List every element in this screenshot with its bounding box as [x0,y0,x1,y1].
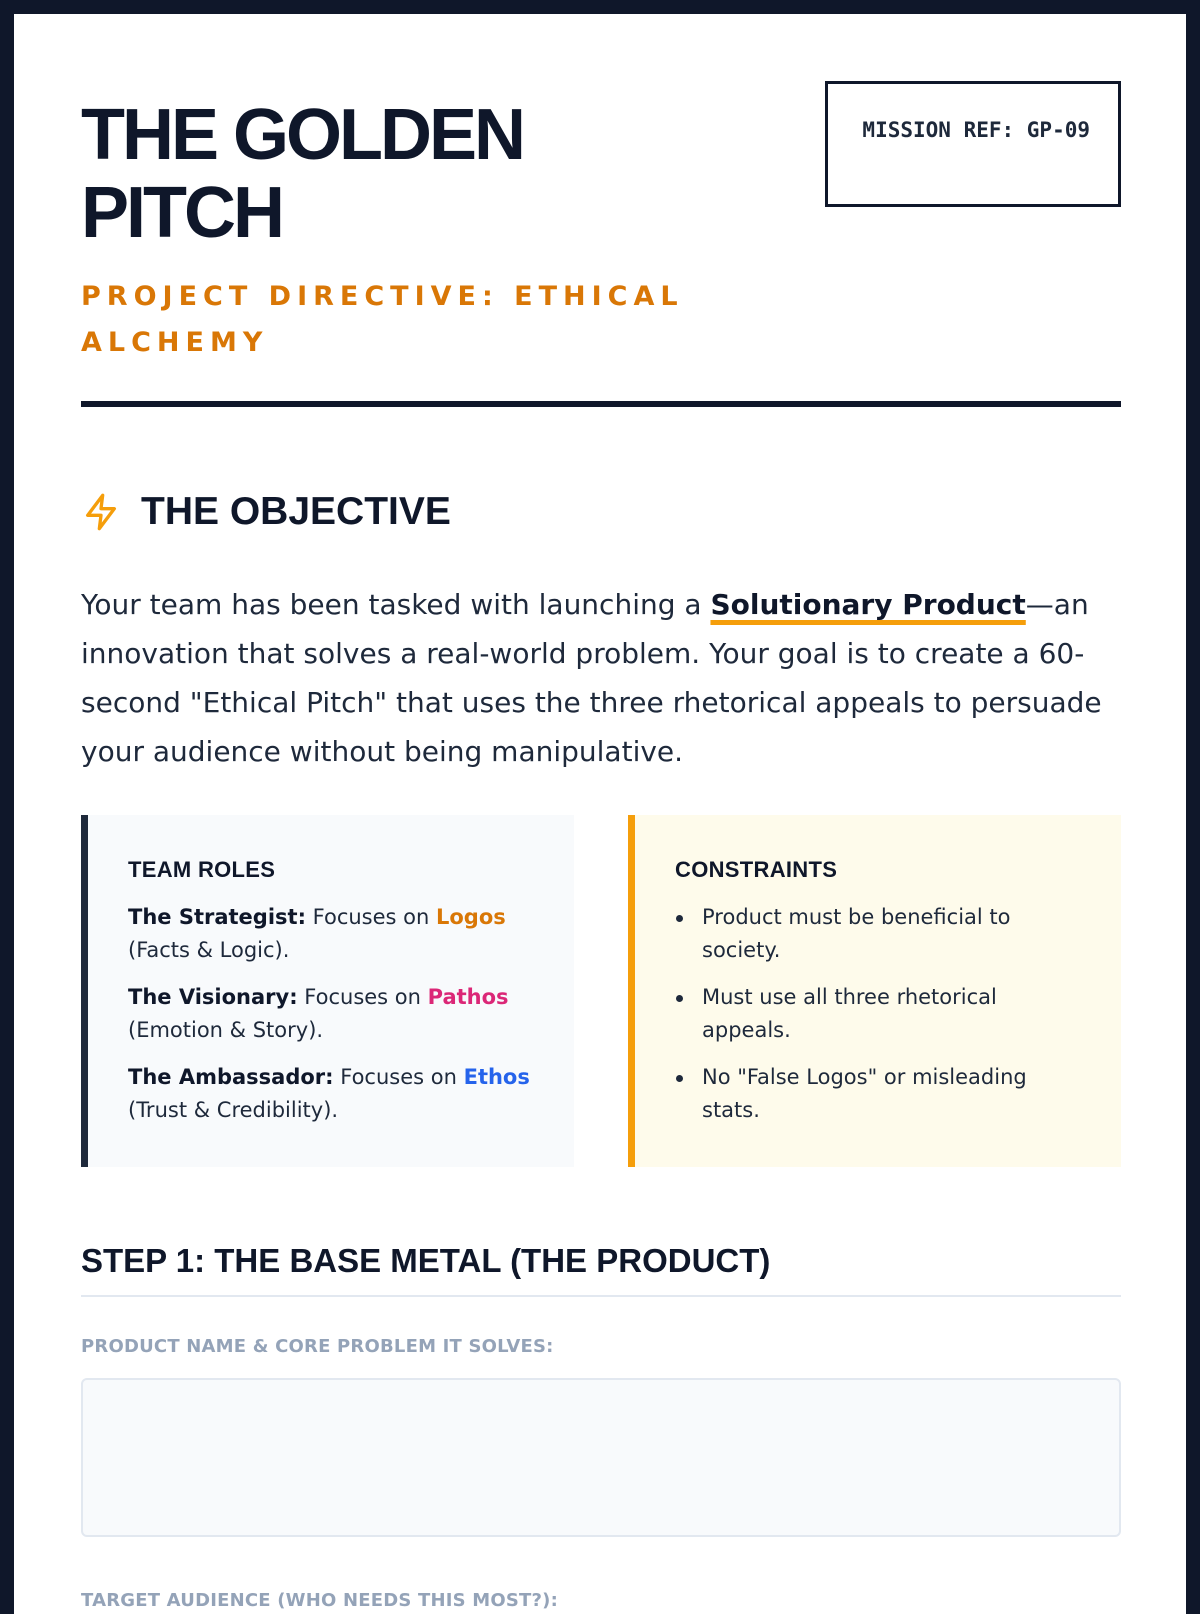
appeal-pathos: Pathos [427,985,509,1009]
objective-text-start: Your team has been tasked with launching a [81,588,711,621]
role-description: (Emotion & Story). [128,1018,324,1042]
constraints-list [675,901,1081,1127]
objective-title: THE OBJECTIVE [141,490,451,533]
page-title: THE GOLDEN PITCH [81,95,524,253]
objective-text-end: —an innovation that solves a real-world problem. Your goal is to create a 60-second "Ethical Pitch" that uses the three rhetorical appeals to persuade your audience without being manipulative. [81,588,1102,768]
mission-ref: MISSION REF: GP-09 [862,118,1090,142]
role-name: The Strategist: [128,905,306,929]
worksheet-content [81,14,1121,1611]
role-strategist [128,901,534,967]
header [81,14,1121,424]
product-name-label: PRODUCT NAME & CORE PROBLEM IT SOLVES: [81,1336,554,1357]
role-focus: Focuses on [305,905,436,929]
role-focus: Focuses on [333,1065,464,1089]
step-1-title: STEP 1: THE BASE METAL (THE PRODUCT) [81,1242,771,1279]
target-audience-label: TARGET AUDIENCE (WHO NEEDS THIS MOST?): [81,1590,558,1611]
role-ambassador [128,1061,534,1127]
worksheet-page [14,14,1186,1614]
role-name: The Visionary: [128,985,298,1009]
constraint-item: Product must be beneficial to society. [675,901,1081,967]
project-directive: PROJECT DIRECTIVE: ETHICAL ALCHEMY [81,281,684,358]
product-name-field[interactable] [81,1378,1121,1537]
solutionary-product-highlight: Solutionary Product [710,588,1026,621]
role-description: (Trust & Credibility). [128,1098,339,1122]
team-roles-heading: TEAM ROLES [128,857,276,882]
appeal-ethos: Ethos [463,1065,530,1089]
role-name: The Ambassador: [128,1065,334,1089]
role-description: (Facts & Logic). [128,938,290,962]
constraint-item: No "False Logos" or misleading stats. [675,1061,1081,1127]
constraints-panel [628,815,1121,1167]
appeal-logos: Logos [436,905,506,929]
role-focus: Focuses on [297,985,428,1009]
mission-ref-box [825,81,1121,207]
objective-text [81,580,1121,776]
constraint-item: Must use all three rhetorical appeals. [675,981,1081,1047]
team-roles-panel [81,815,574,1167]
role-visionary [128,981,534,1047]
header-divider [81,401,1121,407]
constraints-heading: CONSTRAINTS [675,857,838,882]
lightning-bolt-icon [81,492,121,532]
objective-heading [81,490,451,534]
step-1-divider [81,1295,1121,1297]
